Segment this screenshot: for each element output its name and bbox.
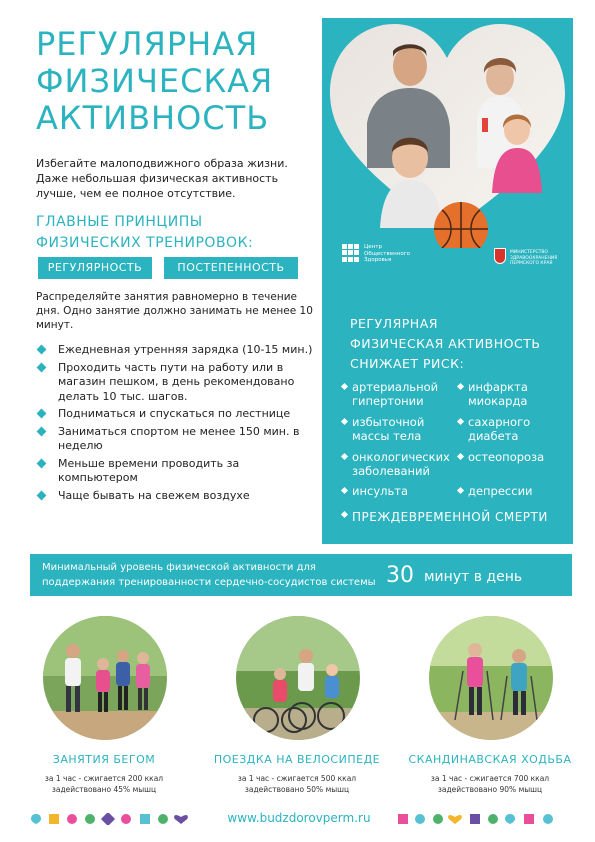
diamond-bullet-icon (457, 487, 464, 494)
nordic-walking-photo (429, 616, 553, 740)
list-item: Проходить часть пути на работу или в магазин пешком, в день рекомендовано делать 10 тыс. шагов. (36, 361, 320, 405)
tag-gradualness: ПОСТЕПЕННОСТЬ (164, 257, 298, 279)
diamond-bullet-icon (37, 490, 47, 500)
risk-title-line-3: СНИЖАЕТ РИСК: (350, 356, 465, 371)
ministry-logo-text: МИНИСТЕРСТВО ЗДРАВООХРАНЕНИЯ ПЕРМСКОГО КРАЯ (510, 250, 558, 266)
cycling-photo (236, 616, 360, 740)
diamond-bullet-icon (37, 345, 47, 355)
website-link[interactable]: www.budzdorovperm.ru (227, 811, 371, 825)
diamond-bullet-icon (37, 426, 47, 436)
tag-regularity: РЕГУЛЯРНОСТЬ (38, 257, 152, 279)
title-line-1: РЕГУЛЯРНАЯ (36, 25, 259, 63)
decorative-shapes-left-icon (30, 813, 190, 825)
risk-title (350, 314, 570, 374)
footer (0, 806, 595, 832)
principles-title-line-1: ГЛАВНЫЕ ПРИНЦИПЫ (36, 214, 203, 230)
diamond-bullet-icon (341, 487, 348, 494)
principles-title (36, 212, 316, 254)
activity-nordic-walking (400, 608, 580, 798)
risk-item: онкологических заболеваний (352, 450, 462, 478)
center-logo (342, 244, 422, 270)
risk-item: депрессии (468, 484, 568, 498)
principles-title-line-2: ФИЗИЧЕСКИХ ТРЕНИРОВОК: (36, 235, 254, 251)
activity-muscles: задействовано 90% мышц (437, 785, 543, 794)
list-item: Меньше времени проводить за компьютером (36, 457, 320, 486)
risk-item: сахарного диабета (468, 415, 568, 443)
risk-item: избыточной массы тела (352, 415, 457, 443)
risk-item: инсульта (352, 484, 457, 498)
running-photo (43, 616, 167, 740)
activity-muscles: задействовано 50% мышц (244, 785, 350, 794)
distribute-text: Распределяйте занятия равномерно в течение дня. Одно занятие должно занимать не менее 10 минут. (36, 291, 313, 331)
logo-grid-icon (342, 244, 360, 262)
family-photo-heart (322, 18, 573, 248)
activity-kcal: за 1 час - сжигается 700 ккал (430, 774, 550, 783)
risk-title-line-1: РЕГУЛЯРНАЯ (350, 316, 438, 331)
decorative-shapes-right-icon (398, 813, 566, 825)
list-item: Подниматься и спускаться по лестнице (36, 407, 320, 422)
diamond-bullet-icon (457, 418, 464, 425)
center-logo-text: Центр Общественного Здоровья (364, 244, 410, 263)
diamond-bullet-icon (37, 458, 47, 468)
activity-kcal: за 1 час - сжигается 200 ккал (44, 774, 164, 783)
diamond-bullet-icon (341, 418, 348, 425)
diamond-bullet-icon (341, 453, 348, 460)
risk-title-line-2: ФИЗИЧЕСКАЯ АКТИВНОСТЬ (350, 336, 541, 351)
list-item: Чаще бывать на свежем воздухе (36, 489, 320, 504)
page-title (36, 26, 316, 137)
diamond-bullet-icon (457, 383, 464, 390)
diamond-bullet-icon (37, 362, 47, 372)
activity-title: СКАНДИНАВСКАЯ ХОДЬБА (408, 753, 572, 766)
risk-item: инфаркта миокарда (468, 380, 568, 408)
risk-item-death: ПРЕЖДЕВРЕМЕННОЙ СМЕРТИ (352, 508, 552, 526)
intro-text: Избегайте малоподвижного образа жизни. Даже небольшая физическая активность лучше, чем ее полное отсутствие. (36, 157, 288, 200)
diamond-bullet-icon (37, 409, 47, 419)
diamond-bullet-icon (341, 511, 348, 518)
activity-kcal: за 1 час - сжигается 500 ккал (237, 774, 357, 783)
banner-text: Минимальный уровень физической активности для поддержания тренированности сердечно-сосудистов системы (42, 562, 376, 588)
crest-icon (494, 248, 506, 264)
ministry-logo (494, 248, 566, 270)
tips-list (36, 343, 320, 506)
activity-muscles: задействовано 45% мышц (51, 785, 157, 794)
activity-title: ЗАНЯТИЯ БЕГОМ (52, 753, 156, 766)
risk-item: артериальной гипертонии (352, 380, 457, 408)
risk-item: остеопороза (468, 450, 568, 464)
risk-panel (322, 18, 573, 544)
list-item: Ежедневная утренняя зарядка (10-15 мин.) (36, 343, 320, 358)
activity-running (14, 608, 194, 798)
minimum-activity-banner (30, 554, 572, 596)
title-line-2: ФИЗИЧЕСКАЯ (36, 62, 274, 100)
title-line-3: АКТИВНОСТЬ (36, 99, 270, 137)
list-item: Заниматься спортом не менее 150 мин. в неделю (36, 425, 320, 454)
activity-title: ПОЕЗДКА НА ВЕЛОСИПЕДЕ (213, 753, 381, 766)
activity-cycling (207, 608, 387, 798)
banner-number: 30 (386, 563, 414, 588)
banner-unit: минут в день (424, 569, 523, 585)
diamond-bullet-icon (341, 383, 348, 390)
